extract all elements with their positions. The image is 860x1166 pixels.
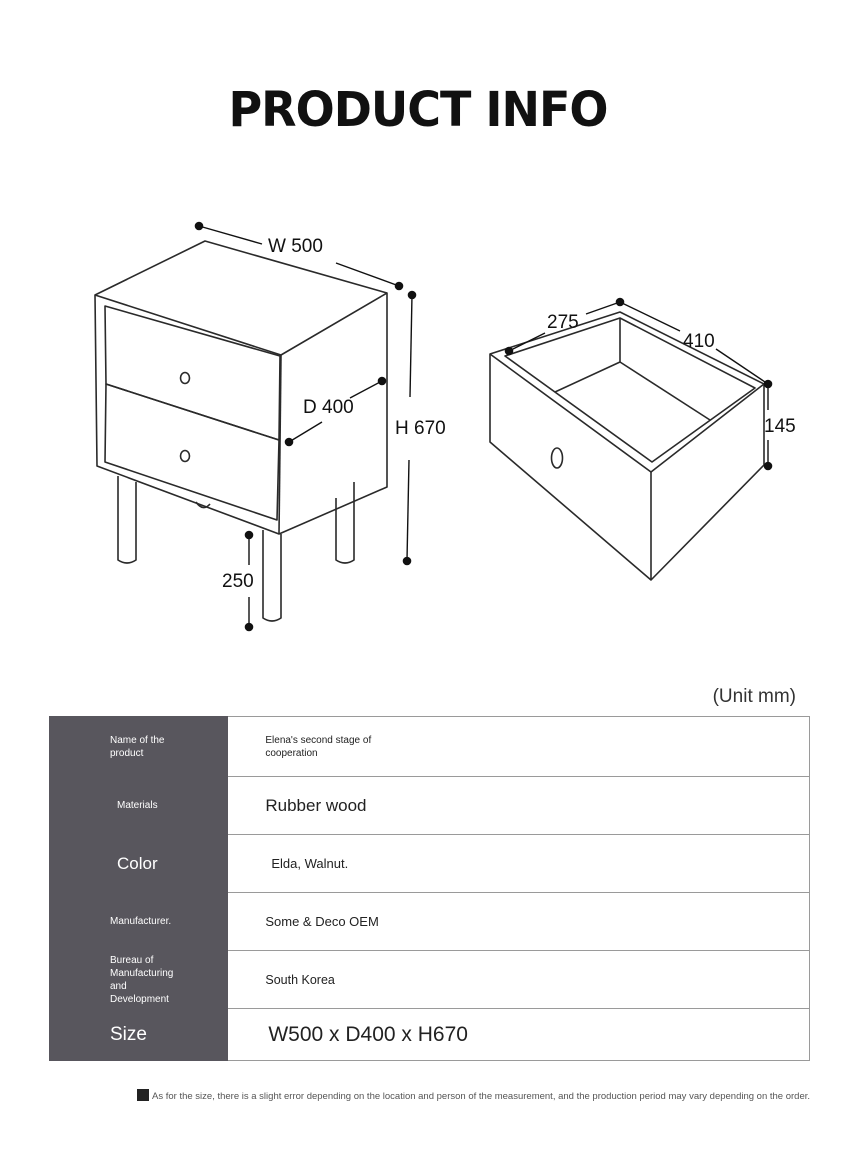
spec-label: Manufacturer. bbox=[49, 893, 228, 951]
spec-value: W500 x D400 x H670 bbox=[228, 1009, 809, 1061]
leg-height-label: 250 bbox=[222, 571, 254, 592]
drawer-knob bbox=[552, 448, 563, 468]
drawer-depth-label: 275 bbox=[547, 312, 579, 333]
footnote-text: As for the size, there is a slight error depending on the location and person of the measurement, and the production period may vary depending on the order. bbox=[152, 1091, 811, 1102]
spec-label: Name of the product bbox=[49, 717, 228, 777]
unit-label: (Unit mm) bbox=[712, 686, 796, 707]
bullet-square-icon bbox=[137, 1089, 149, 1101]
drawer-height-label: 145 bbox=[764, 416, 796, 437]
spec-row bbox=[49, 717, 810, 777]
spec-value: Rubber wood bbox=[228, 777, 809, 835]
page-title: PRODUCT INFO bbox=[228, 80, 608, 138]
spec-row bbox=[49, 777, 810, 835]
spec-value: Some & Deco OEM bbox=[228, 893, 809, 951]
spec-row bbox=[49, 835, 810, 893]
spec-value: Elda, Walnut. bbox=[228, 835, 809, 893]
spec-label: Materials bbox=[49, 777, 228, 835]
leg-back-right bbox=[336, 482, 354, 563]
height-label: H 670 bbox=[395, 418, 446, 439]
nightstand-outline bbox=[95, 241, 387, 534]
top-knob bbox=[181, 373, 190, 384]
drawer-outline bbox=[490, 312, 764, 580]
spec-label: Color bbox=[49, 835, 228, 893]
bottom-drawer-front bbox=[105, 384, 279, 520]
spec-row bbox=[49, 1009, 810, 1061]
depth-label: D 400 bbox=[303, 397, 354, 418]
spec-row bbox=[49, 893, 810, 951]
leg-front-right bbox=[263, 530, 281, 621]
spec-row bbox=[49, 951, 810, 1009]
drawer-width-label: 410 bbox=[683, 331, 715, 352]
spec-table bbox=[49, 716, 810, 1061]
spec-label: Bureau of Manufacturing and Development bbox=[49, 951, 228, 1009]
width-label: W 500 bbox=[268, 236, 323, 257]
bottom-knob bbox=[181, 451, 190, 462]
spec-label: Size bbox=[49, 1009, 228, 1061]
leg-front-left bbox=[118, 476, 136, 563]
spec-value: Elena's second stage of cooperation bbox=[228, 717, 809, 777]
spec-value: South Korea bbox=[228, 951, 809, 1009]
size-footnote bbox=[137, 1089, 810, 1102]
